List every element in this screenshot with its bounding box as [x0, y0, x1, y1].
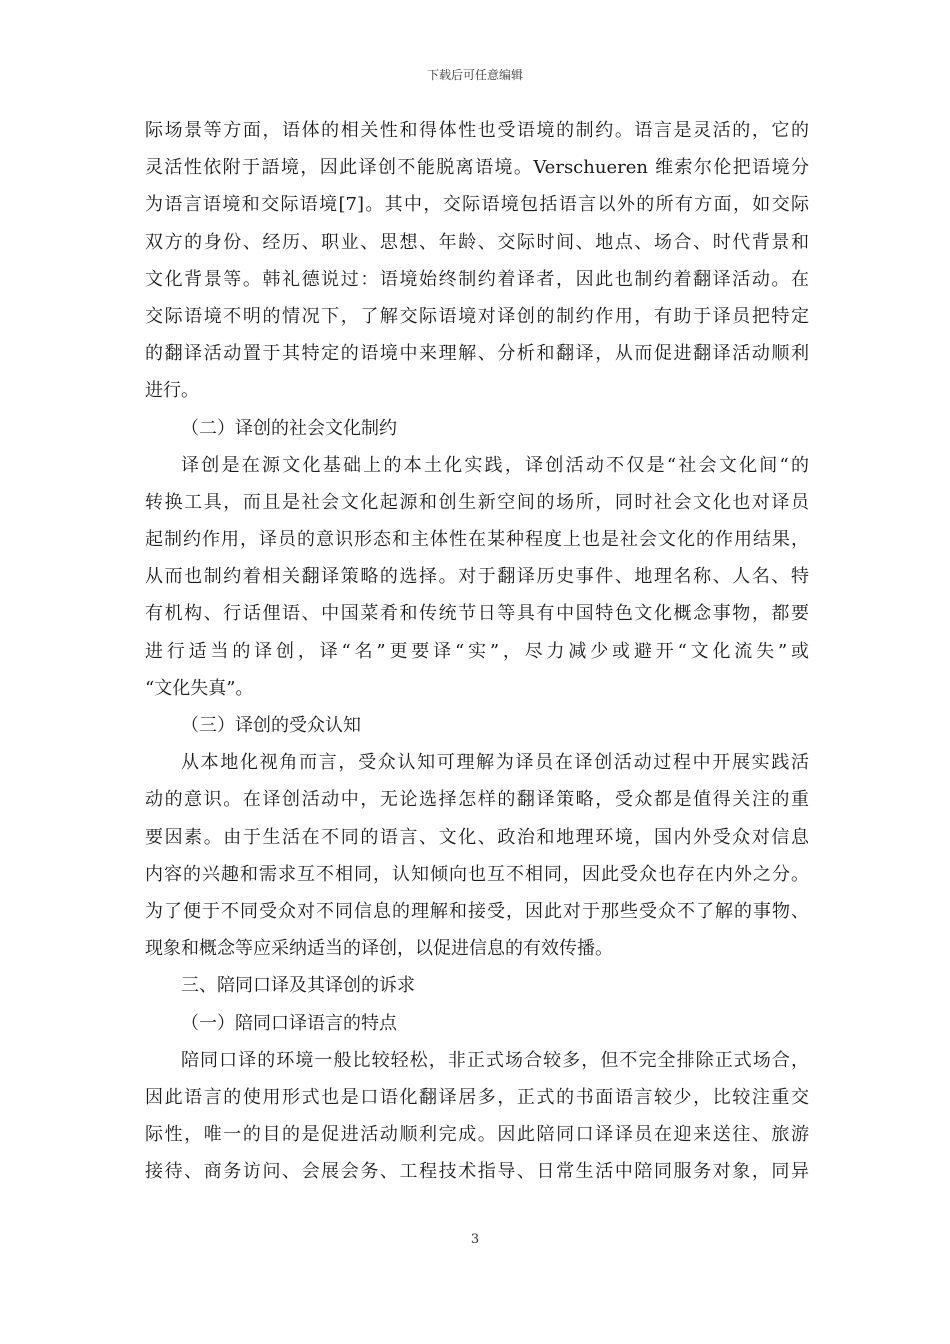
- text-line: （一）陪同口译语言的特点: [181, 1012, 397, 1034]
- text-line: 要因素。由于生活在不同的语言、文化、政治和地理环境，国内外受众对信息: [145, 826, 809, 848]
- document-body: [145, 112, 809, 1190]
- text-line: 双方的身份、经历、职业、思想、年龄、交际时间、地点、场合、时代背景和: [145, 231, 809, 253]
- text-line: 三、陪同口译及其译创的诉求: [181, 975, 415, 997]
- text-line: 交际语境不明的情况下，了解交际语境对译创的制约作用，有助于译员把特定: [145, 305, 809, 327]
- text-line: 为语言语境和交际语境[7]。其中，交际语境包括语言以外的所有方面，如交际: [145, 194, 809, 216]
- text-line: 从而也制约着相关翻译策略的选择。对于翻译历史事件、地理名称、人名、特: [145, 566, 809, 588]
- text-line: 文化背景等。韩礼德说过：语境始终制约着译者，因此也制约着翻译活动。在: [145, 268, 809, 290]
- text-line: 接待、商务访问、会展会务、工程技术指导、日常生活中陪同服务对象，同异: [145, 1161, 809, 1183]
- text-line: （三）译创的受众认知: [181, 715, 361, 736]
- page-number: 3: [470, 1232, 480, 1247]
- text-line: 灵活性依附于語境，因此译创不能脱离语境。Verschueren 维索尔伦把语境分: [145, 157, 809, 179]
- text-line: “文化失真”。: [145, 677, 254, 699]
- text-line: 进行。: [145, 380, 199, 402]
- text-line: 动的意识。在译创活动中，无论选择怎样的翻译策略，受众都是值得关注的重: [145, 789, 809, 811]
- text-line: 从本地化视角而言，受众认知可理解为译员在译创活动过程中开展实践活: [181, 752, 809, 774]
- text-line: 内容的兴趣和需求互不相同，认知倾向也互不相同，因此受众也存在内外之分。: [145, 863, 809, 885]
- text-line: 的翻译活动置于其特定的语境中来理解、分析和翻译，从而促进翻译活动顺利: [145, 343, 809, 365]
- text-line: 起制约作用，译员的意识形态和主体性在某种程度上也是社会文化的作用结果，: [145, 529, 809, 551]
- text-line: 有机构、行话俚语、中国菜肴和传统节日等具有中国特色文化概念事物，都要: [145, 603, 809, 625]
- text-line: 因此语言的使用形式也是口语化翻译居多，正式的书面语言较少，比较注重交: [145, 1086, 809, 1108]
- text-line: 为了便于不同受众对不同信息的理解和接受，因此对于那些受众不了解的事物、: [145, 900, 809, 922]
- text-line: 进行适当的译创，译“名”更要译“实”，尽力减少或避开“文化流失”或: [145, 640, 809, 662]
- text-line: 译创是在源文化基础上的本土化实践，译创活动不仅是“社会文化间“的: [181, 454, 809, 476]
- text-line: 际性，唯一的目的是促进活动顺利完成。因此陪同口译译员在迎来送往、旅游: [145, 1124, 809, 1146]
- text-line: （二）译创的社会文化制约: [181, 417, 397, 439]
- text-line: 际场景等方面，语体的相关性和得体性也受语境的制约。语言是灵活的，它的: [145, 120, 809, 141]
- page-header: 下载后可任意编辑: [426, 68, 523, 82]
- text-line: 现象和概念等应采纳适当的译创，以促进信息的有效传播。: [145, 938, 613, 960]
- text-line: 陪同口译的环境一般比较轻松，非正式场合较多，但不完全排除正式场合，: [181, 1049, 809, 1071]
- text-line: 转换工具，而且是社会文化起源和创生新空间的场所，同时社会文化也对译员: [145, 491, 809, 513]
